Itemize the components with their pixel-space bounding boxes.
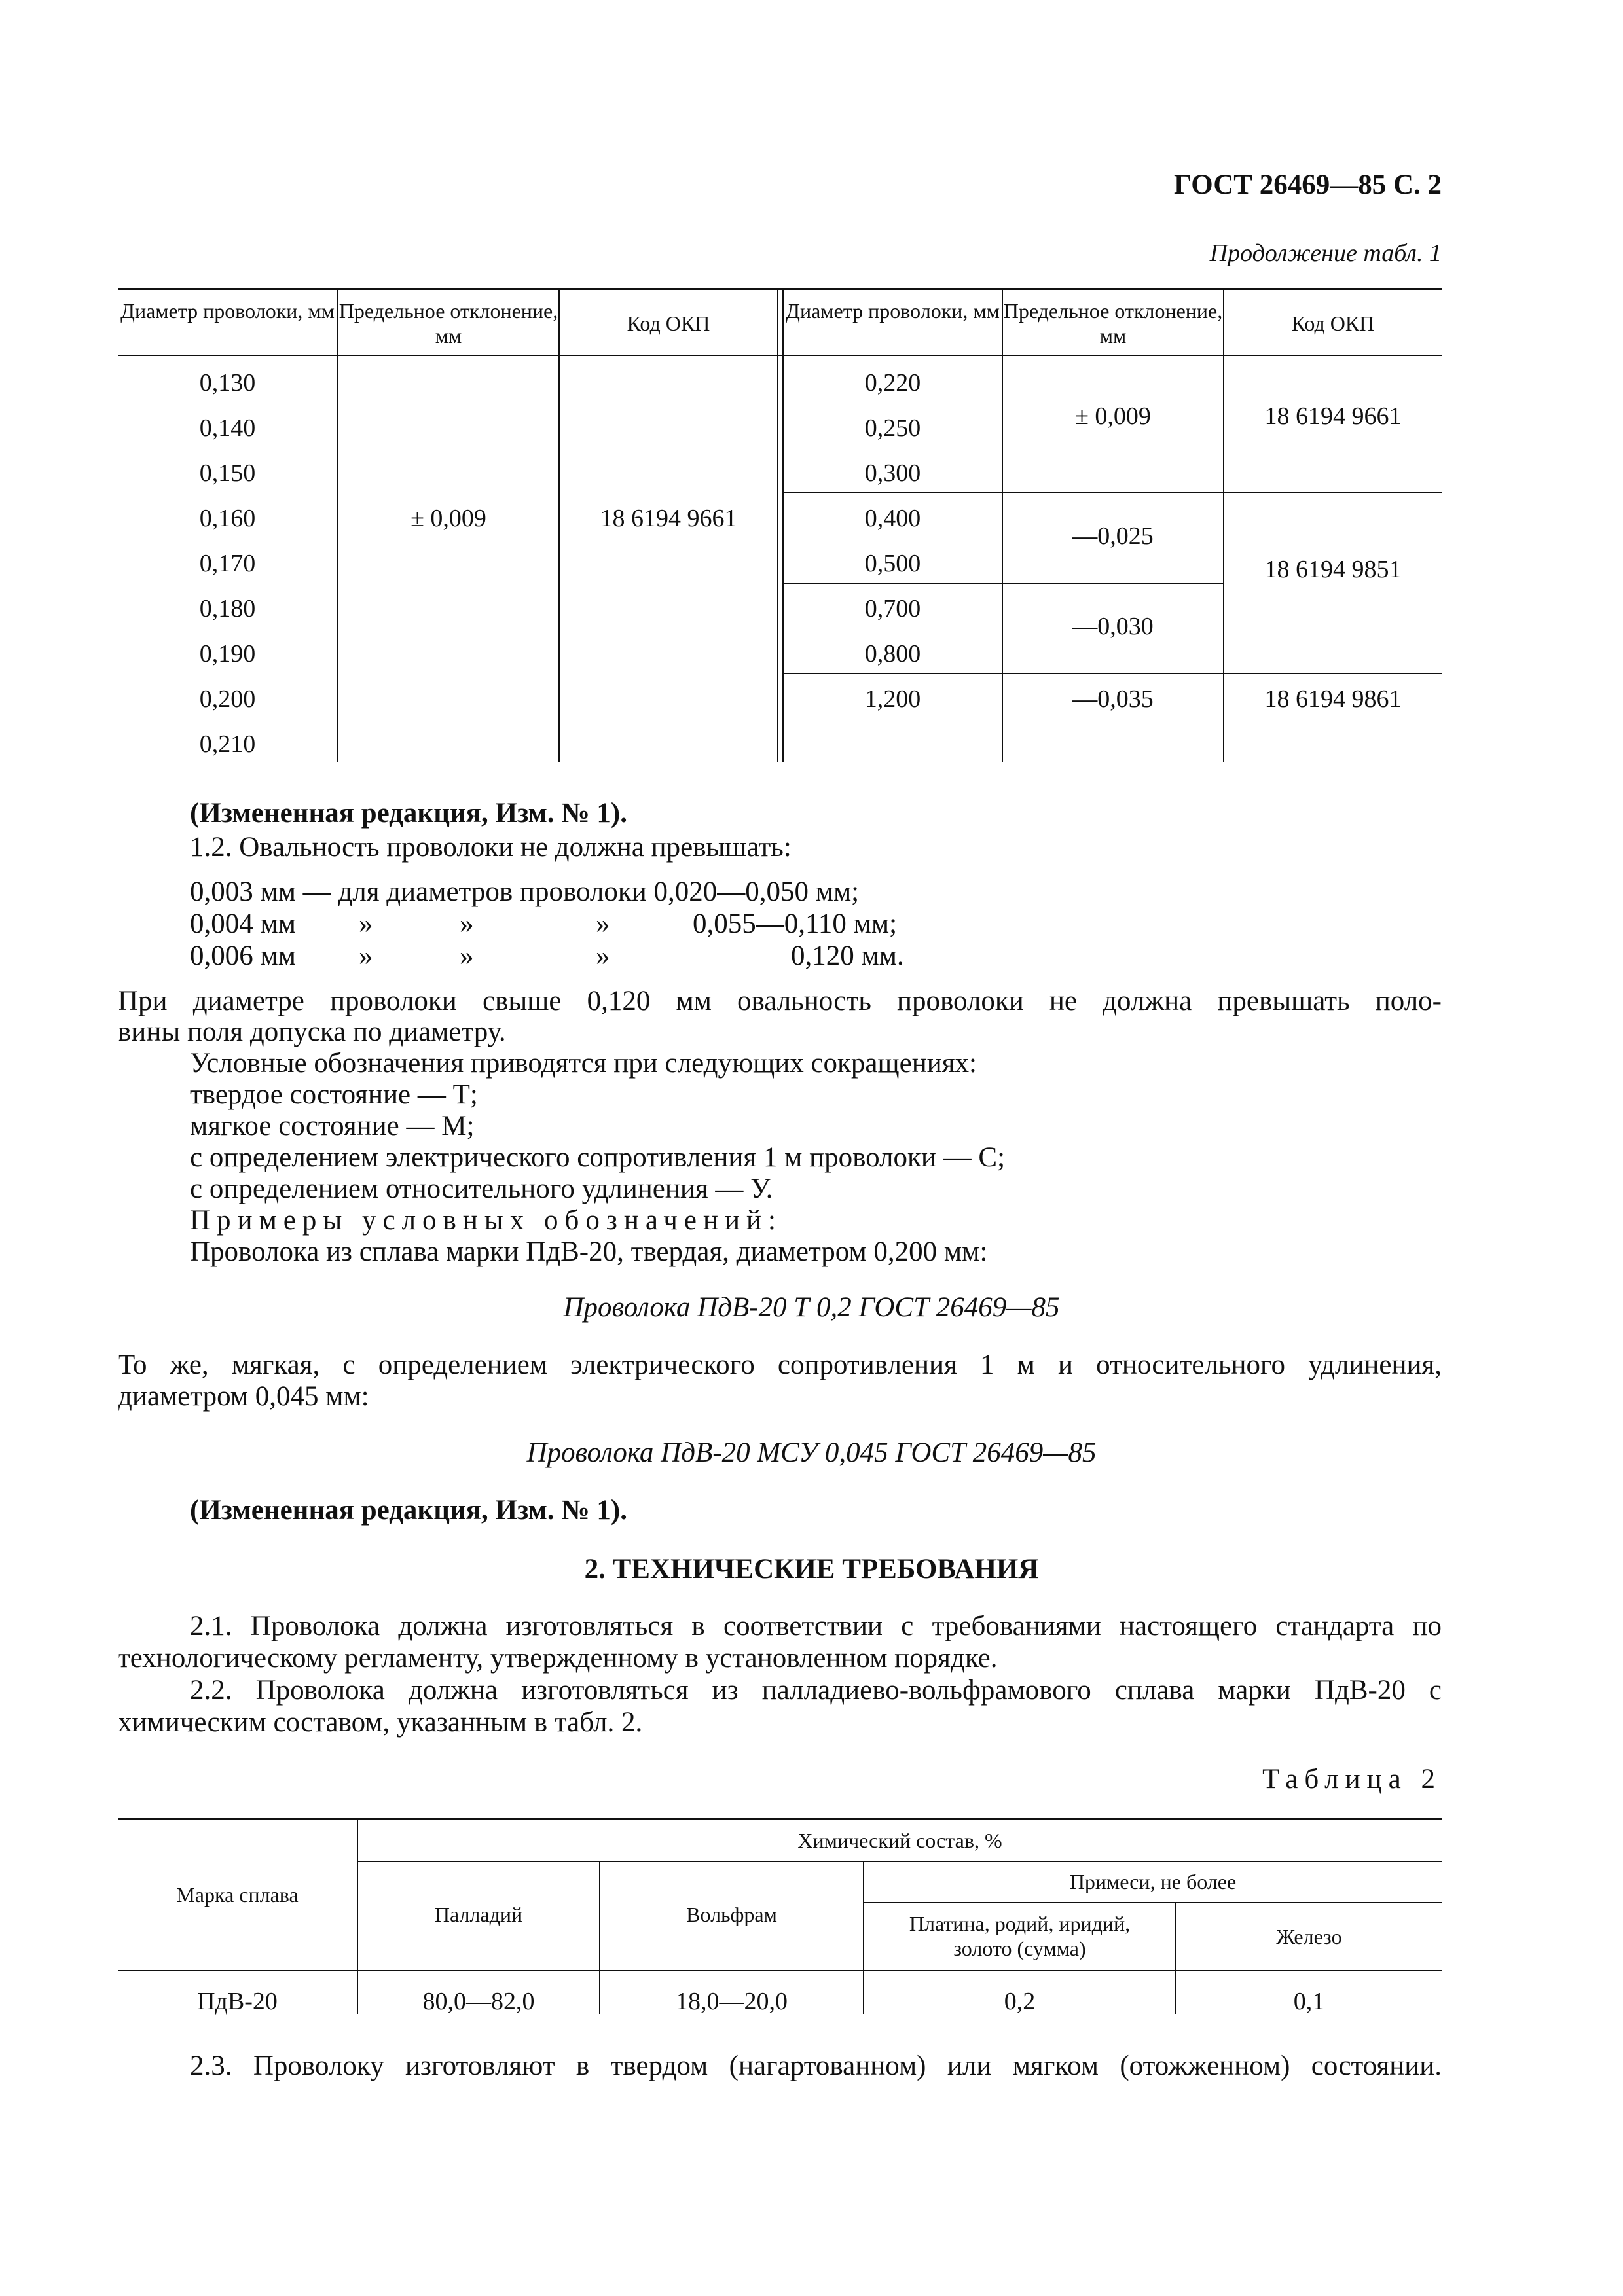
t1-right-code: 18 6194 9661 xyxy=(1264,403,1402,430)
ovality-range: 0,055—0,110 мм; xyxy=(693,908,898,939)
t2-cell-tungsten: 18,0—20,0 xyxy=(676,1988,788,2015)
ditto-mark: » xyxy=(359,908,373,939)
table1-continuation: Продолжение табл. 1 xyxy=(1209,240,1442,267)
t1-left-diameter: 0,200 xyxy=(199,685,256,713)
t2-header-tungsten: Вольфрам xyxy=(686,1903,777,1926)
t1-right-diameter: 0,250 xyxy=(864,414,921,442)
t1-left-tolerance: ± 0,009 xyxy=(410,505,486,532)
t1-right-diameter: 0,400 xyxy=(864,505,921,532)
t2-cell-palladium: 80,0—82,0 xyxy=(422,1988,535,2015)
t2-header-chem: Химический состав, % xyxy=(797,1829,1002,1852)
t2-header-impurities: Примеси, не более xyxy=(1069,1870,1237,1893)
condition-item: с определением электрического сопротивления 1 м проволоки — С; xyxy=(190,1142,1006,1173)
t1-header-diameter: Диаметр проволоки, мм xyxy=(120,299,335,323)
ovality-item: 0,003 мм — для диаметров проволоки 0,020—0,050 мм; xyxy=(190,876,860,907)
t1-right-diameter: 0,800 xyxy=(864,640,921,668)
examples-heading: Примеры условных обозначений: xyxy=(190,1205,782,1236)
example-2-designation: Проволока ПдВ-20 МСУ 0,045 ГОСТ 26469—85 xyxy=(526,1437,1097,1468)
table2-caption: Таблица 2 xyxy=(1262,1764,1442,1795)
paragraph-2-2-cont: химическим составом, указанным в табл. 2. xyxy=(118,1707,643,1738)
t1-header-tolerance-2: Предельное отклонение, мм xyxy=(1003,299,1223,348)
conditions-intro: Условные обозначения приводятся при следующих сокращениях: xyxy=(190,1048,977,1079)
t1-header-code: Код ОКП xyxy=(627,312,710,335)
ditto-mark: » xyxy=(596,941,610,971)
condition-item: с определением относительного удлинения — У. xyxy=(190,1174,773,1204)
ovality-item: 0,006 мм xyxy=(190,941,296,971)
example-1-designation: Проволока ПдВ-20 Т 0,2 ГОСТ 26469—85 xyxy=(563,1292,1060,1323)
t1-right-diameter: 0,300 xyxy=(864,459,921,487)
ditto-mark: » xyxy=(460,908,474,939)
paragraph-2-2: 2.2. Проволока должна изготовляться из палладиево-вольфрамового сплава марки ПдВ-20 с xyxy=(190,1675,1442,1706)
t1-right-tolerance: ± 0,009 xyxy=(1075,403,1151,430)
amendment-note: (Измененная редакция, Изм. № 1). xyxy=(190,798,627,829)
t1-left-diameter: 0,170 xyxy=(199,550,256,577)
ditto-mark: » xyxy=(359,941,373,971)
oval-paragraph-line: вины поля допуска по диаметру. xyxy=(118,1016,506,1047)
page-header: ГОСТ 26469—85 С. 2 xyxy=(1173,170,1442,200)
paragraph-2-1-cont: технологическому регламенту, утвержденному в установленном порядке. xyxy=(118,1643,998,1674)
example-2-intro-cont: диаметром 0,045 мм: xyxy=(118,1381,369,1412)
paragraph-1-2: 1.2. Овальность проволоки не должна превышать: xyxy=(190,832,792,863)
t1-right-tolerance: —0,035 xyxy=(1072,685,1154,713)
t1-left-diameter: 0,190 xyxy=(199,640,256,668)
t2-header-palladium: Палладий xyxy=(434,1903,523,1926)
t1-left-diameter: 0,210 xyxy=(199,730,256,758)
t2-cell-iron: 0,1 xyxy=(1293,1988,1325,2015)
paragraph-2-1: 2.1. Проволока должна изготовляться в соответствии с требованиями настоящего стандарта по xyxy=(190,1611,1442,1641)
example-2-intro: То же, мягкая, с определением электрического сопротивления 1 м и относительного удлинения, xyxy=(118,1350,1442,1380)
t1-left-diameter: 0,180 xyxy=(199,595,256,622)
t1-right-tolerance: —0,025 xyxy=(1072,522,1154,550)
t1-right-diameter: 0,700 xyxy=(864,595,921,622)
t1-header-tolerance: Предельное отклонение, мм xyxy=(338,299,558,348)
t1-header-diameter-2: Диаметр проволоки, мм xyxy=(786,299,1000,323)
t2-header-grade: Марка сплава xyxy=(176,1883,299,1907)
paragraph-2-3: 2.3. Проволоку изготовляют в твердом (нагартованном) или мягком (отожженном) состоянии. xyxy=(190,2051,1442,2081)
t1-left-diameter: 0,140 xyxy=(199,414,256,442)
oval-paragraph-line: При диаметре проволоки свыше 0,120 мм овальность проволоки не должна превышать поло- xyxy=(118,986,1442,1016)
t2-header-pt-group: Платина, родий, иридий, золото (сумма) xyxy=(909,1912,1131,1960)
t1-right-code: 18 6194 9851 xyxy=(1264,556,1402,583)
ditto-mark: » xyxy=(460,941,474,971)
t1-header-code-2: Код ОКП xyxy=(1291,312,1375,335)
t2-header-iron: Железо xyxy=(1276,1925,1342,1948)
t1-left-code: 18 6194 9661 xyxy=(600,505,737,532)
t1-left-diameter: 0,160 xyxy=(199,505,256,532)
t1-right-diameter: 0,220 xyxy=(864,369,921,397)
ovality-item: 0,004 мм xyxy=(190,908,296,939)
ovality-range: 0,120 мм. xyxy=(791,941,904,971)
t2-cell-grade: ПдВ-20 xyxy=(197,1988,278,2015)
t1-right-diameter: 0,500 xyxy=(864,550,921,577)
t1-left-diameter: 0,130 xyxy=(199,369,256,397)
section-heading: 2. ТЕХНИЧЕСКИЕ ТРЕБОВАНИЯ xyxy=(584,1554,1039,1585)
amendment-note: (Измененная редакция, Изм. № 1). xyxy=(190,1495,627,1526)
t1-left-diameter: 0,150 xyxy=(199,459,256,487)
t1-right-tolerance: —0,030 xyxy=(1072,613,1154,640)
t2-cell-pt-group: 0,2 xyxy=(1004,1988,1036,2015)
t1-right-diameter: 1,200 xyxy=(864,685,921,713)
ditto-mark: » xyxy=(596,908,610,939)
example-1-intro: Проволока из сплава марки ПдВ-20, твердая, диаметром 0,200 мм: xyxy=(190,1236,988,1267)
t1-right-code: 18 6194 9861 xyxy=(1264,685,1402,713)
condition-item: твердое состояние — Т; xyxy=(190,1079,478,1110)
condition-item: мягкое состояние — М; xyxy=(190,1111,475,1141)
